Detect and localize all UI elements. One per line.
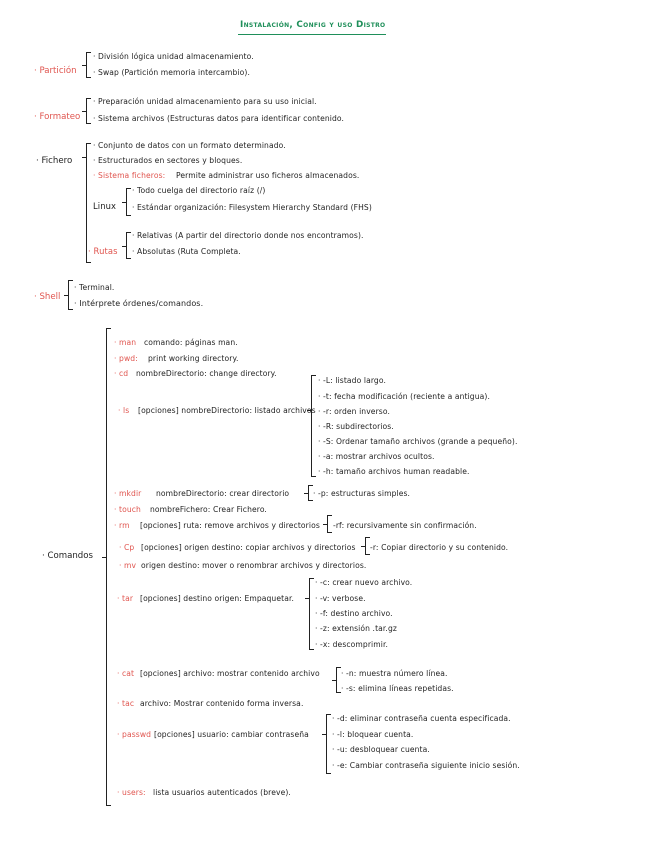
tar-options-brace — [309, 578, 310, 650]
cmd-tar-text: [opciones] destino origen: Empaquetar. — [140, 594, 294, 603]
cmd-rm: · rm — [114, 521, 130, 530]
fichero-item-1: · Conjunto de datos con un formato determinado. — [93, 141, 286, 150]
cmd-cp: · Cp — [119, 543, 135, 552]
cmd-mkdir: · mkdir — [114, 489, 142, 498]
cmd-passwd-text: [opciones] usuario: cambiar contraseña — [154, 730, 309, 739]
cmd-man: · man — [114, 338, 137, 347]
passwd-option-3: · -u: desbloquear cuenta. — [332, 745, 430, 754]
cmd-tac: · tac — [117, 699, 135, 708]
passwd-options-brace — [326, 714, 327, 774]
ls-option-2: · -t: fecha modificación (reciente a antigua). — [318, 392, 490, 401]
comandos-brace — [106, 328, 107, 806]
cmd-tac-text: archivo: Mostrar contenido forma inversa. — [140, 699, 304, 708]
cat-option-1: · -n: muestra número línea. — [341, 669, 448, 678]
cp-option-brace — [365, 537, 366, 555]
linux-item-1: · Todo cuelga del directorio raíz (/) — [132, 186, 266, 195]
particion-item-2: · Swap (Partición memoria intercambio). — [93, 68, 250, 77]
section-shell-label: · Shell — [34, 292, 61, 302]
cp-option: -r: Copiar directorio y su contenido. — [370, 543, 509, 552]
shell-brace — [68, 280, 69, 310]
shell-item-1: · Terminal. — [74, 283, 115, 292]
linux-brace — [126, 188, 127, 216]
fichero-sistema-label: · Sistema ficheros: — [93, 171, 166, 180]
section-fichero-label: · Fichero — [36, 156, 73, 166]
particion-brace — [86, 52, 87, 78]
ls-option-5: · -S: Ordenar tamaño archivos (grande a pequeño). — [318, 437, 518, 446]
cmd-rm-text: [opciones] ruta: remove archivos y directorios — [140, 521, 320, 530]
passwd-option-1: · -d: eliminar contraseña cuenta especificada. — [332, 714, 511, 723]
cmd-passwd: · passwd — [117, 730, 152, 739]
rm-option: -rf: recursivamente sin confirmación. — [333, 521, 477, 530]
cmd-cd-text: nombreDirectorio: change directory. — [136, 369, 277, 378]
shell-item-2: · Intérprete órdenes/comandos. — [74, 299, 204, 308]
cmd-ls-text: [opciones] nombreDirectorio: listado archivos — [138, 406, 316, 415]
cmd-pwd: · pwd: — [114, 354, 138, 363]
ls-option-6: · -a: mostrar archivos ocultos. — [318, 452, 435, 461]
tar-option-4: · -z: extensión .tar.gz — [315, 624, 397, 633]
cmd-users: · users: — [117, 788, 146, 797]
title-underline — [238, 34, 386, 35]
cmd-cp-text: [opciones] origen destino: copiar archivos y directorios — [141, 543, 356, 552]
cmd-tar: · tar — [117, 594, 134, 603]
section-formateo-label: · Formateo — [34, 112, 81, 122]
rm-option-brace — [327, 515, 328, 533]
ls-options-brace — [311, 375, 312, 477]
cmd-mkdir-text: nombreDirectorio: crear directorio — [156, 489, 290, 498]
cmd-cd: · cd — [114, 369, 129, 378]
rutas-label: · Rutas — [88, 246, 118, 256]
linux-item-2: · Estándar organización: Filesystem Hierarchy Standard (FHS) — [132, 203, 372, 212]
ls-option-1: · -L: listado largo. — [318, 376, 386, 385]
particion-item-1: · División lógica unidad almacenamiento. — [93, 52, 254, 61]
cmd-mv-text: origen destino: mover o renombrar archivos y directorios. — [141, 561, 367, 570]
mkdir-option: · -p: estructuras simples. — [313, 489, 411, 498]
linux-label: Linux — [93, 201, 117, 211]
tar-option-5: · -x: descomprimir. — [315, 640, 388, 649]
cmd-ls: · ls — [118, 406, 130, 415]
rutas-item-2: · Absolutas (Ruta Completa. — [132, 247, 241, 256]
rutas-brace — [126, 232, 127, 259]
passwd-option-2: · -l: bloquear cuenta. — [332, 730, 414, 739]
cmd-users-text: lista usuarios autenticados (breve). — [153, 788, 291, 797]
mkdir-option-brace — [308, 485, 309, 501]
ls-option-7: · -h: tamaño archivos human readable. — [318, 467, 470, 476]
formateo-item-1: · Preparación unidad almacenamiento para su uso inicial. — [93, 97, 317, 106]
tar-option-2: · -v: verbose. — [315, 594, 366, 603]
section-particion-label: · Partición — [34, 66, 77, 76]
cmd-touch: · touch — [114, 505, 141, 514]
tar-option-1: · -c: crear nuevo archivo. — [315, 578, 413, 587]
cmd-mv: · mv — [119, 561, 137, 570]
formateo-brace — [86, 98, 87, 124]
cmd-pwd-text: print working directory. — [148, 354, 239, 363]
section-comandos-label: · Comandos — [42, 551, 93, 561]
cat-option-2: · -s: elimina líneas repetidas. — [341, 684, 454, 693]
passwd-option-4: · -e: Cambiar contraseña siguiente inicio sesión. — [332, 761, 520, 770]
fichero-sistema-text: Permite administrar uso ficheros almacenados. — [176, 171, 360, 180]
cmd-cat-text: [opciones] archivo: mostrar contenido archivo — [140, 669, 320, 678]
page-title: Instalación, Config y uso Distro — [240, 20, 386, 30]
ls-option-4: · -R: subdirectorios. — [318, 422, 394, 431]
ls-option-3: · -r: orden inverso. — [318, 407, 390, 416]
cat-options-brace — [336, 667, 337, 693]
cmd-touch-text: nombreFichero: Crear Fichero. — [150, 505, 267, 514]
cmd-man-text: comando: páginas man. — [144, 338, 238, 347]
tar-option-3: · -f: destino archivo. — [315, 609, 393, 618]
formateo-item-2: · Sistema archivos (Estructuras datos para identificar contenido. — [93, 114, 345, 123]
fichero-item-2: · Estructurados en sectores y bloques. — [93, 156, 243, 165]
fichero-brace — [86, 143, 87, 263]
cmd-cat: · cat — [117, 669, 135, 678]
rutas-item-1: · Relativas (A partir del directorio donde nos encontramos). — [132, 231, 364, 240]
